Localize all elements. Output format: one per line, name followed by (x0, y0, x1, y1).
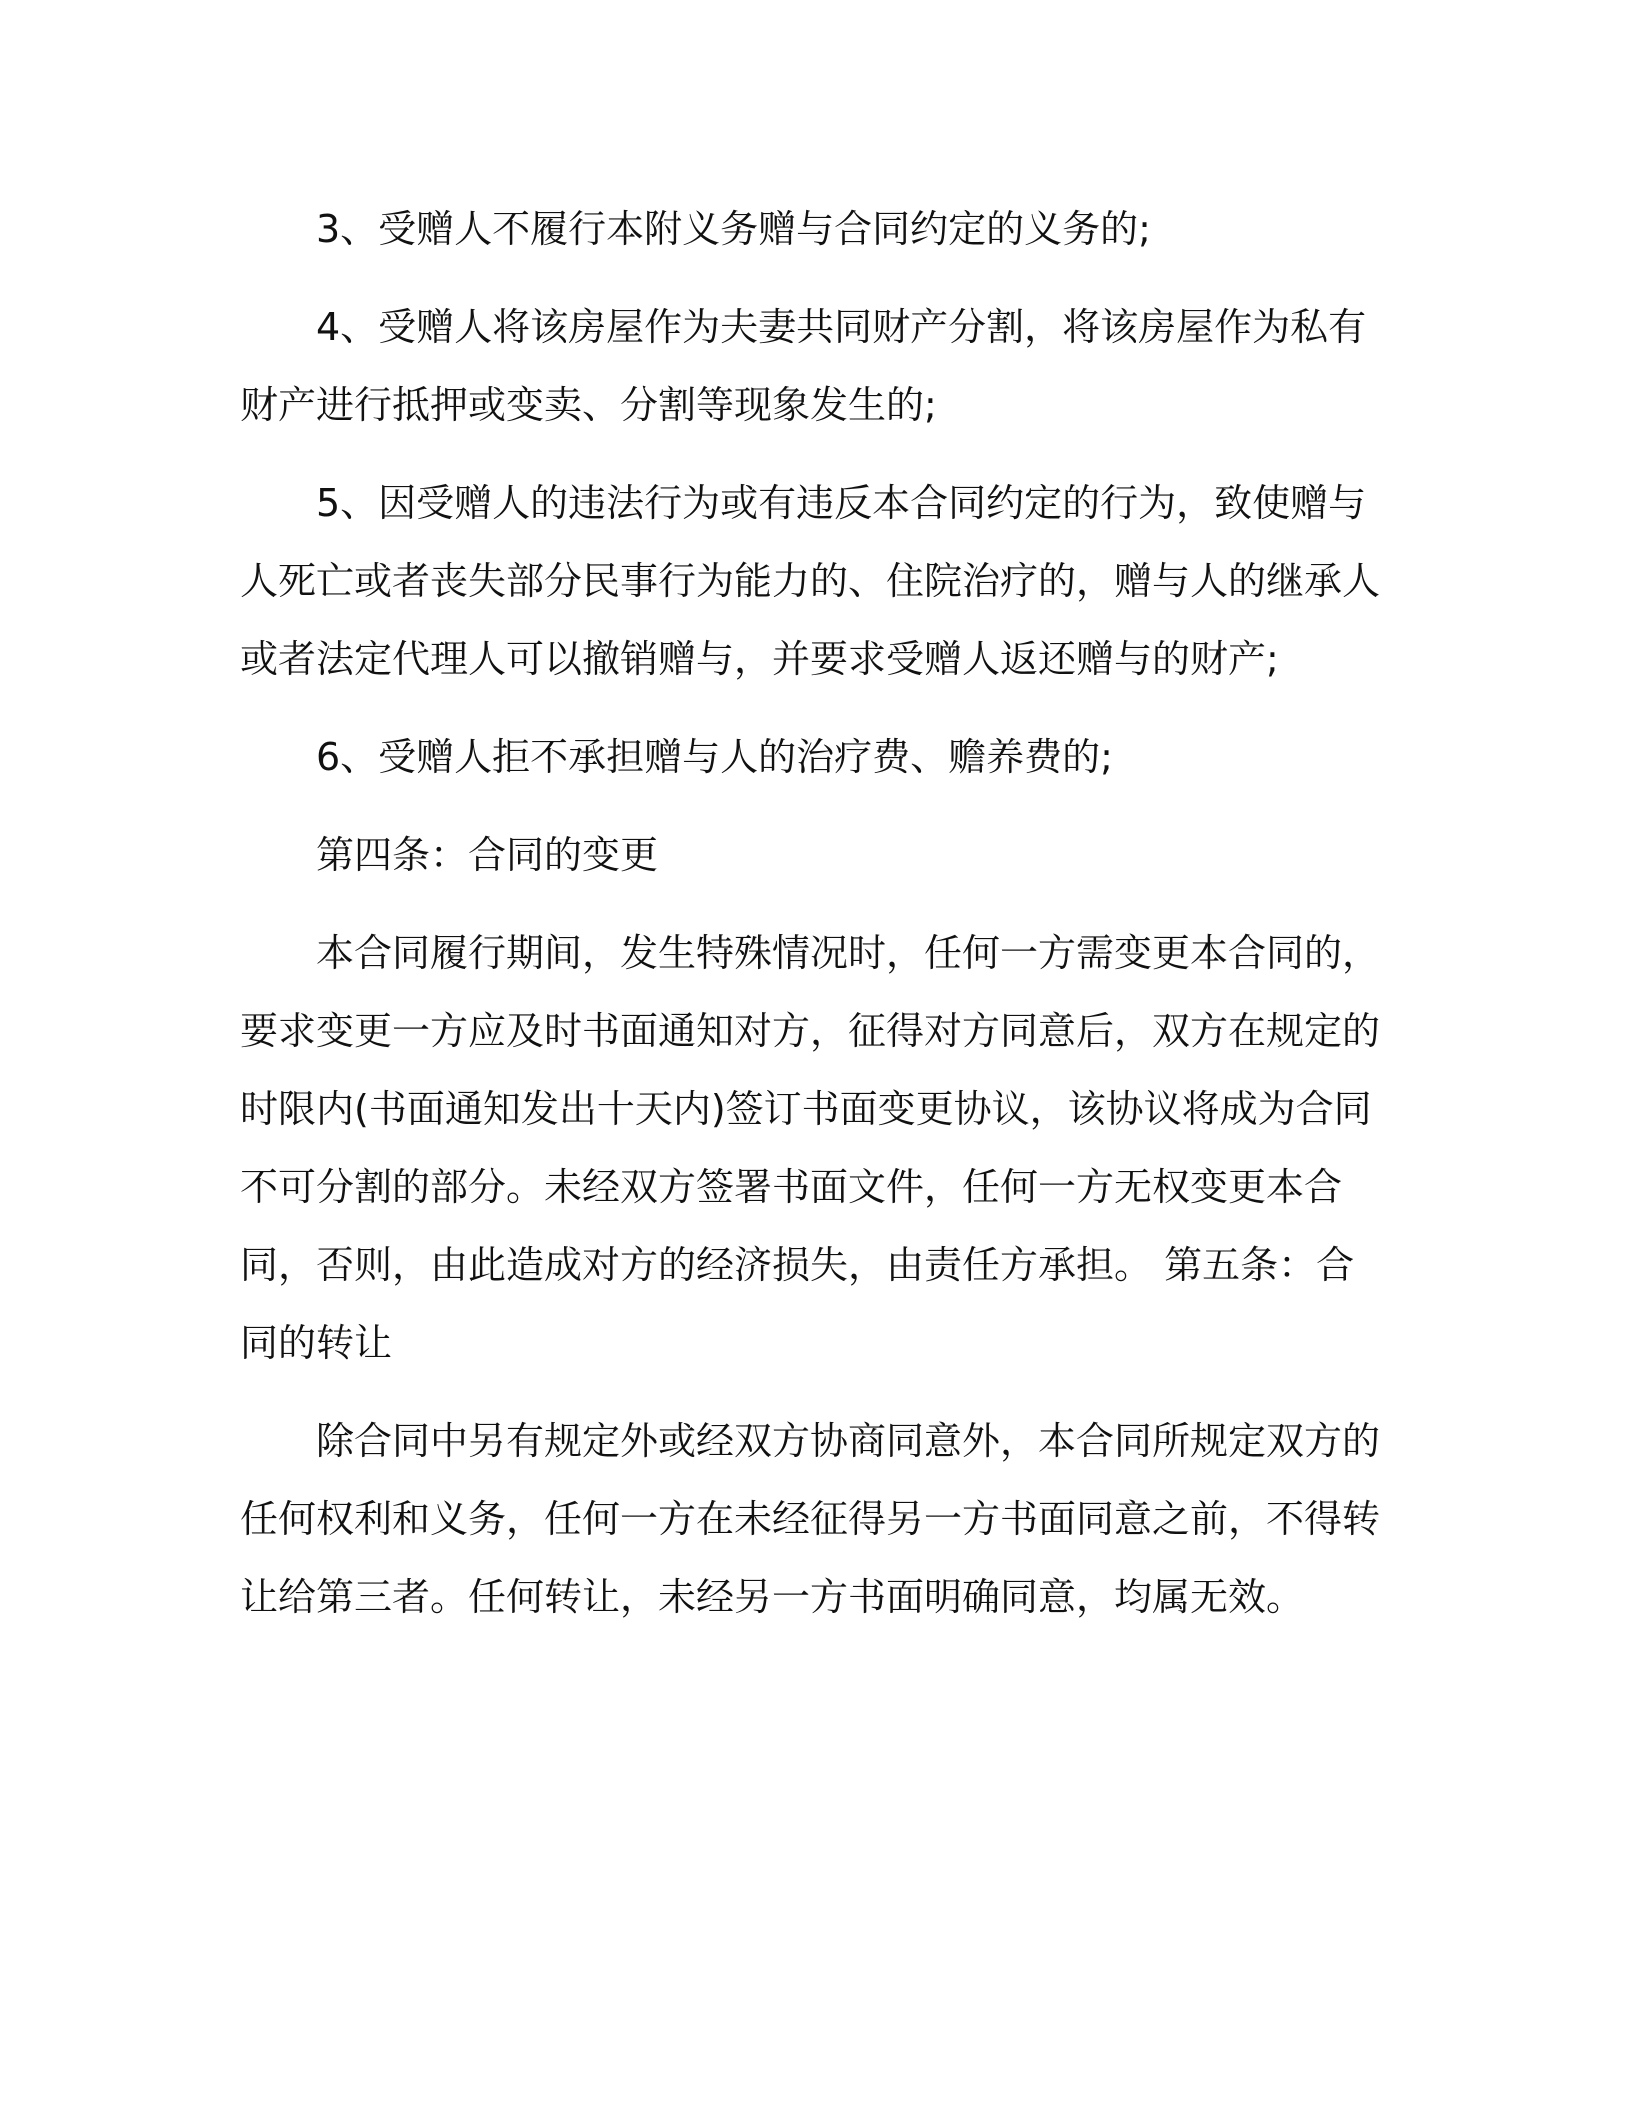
clause-item-4: 4、受赠人将该房屋作为夫妻共同财产分割，将该房屋作为私有财产进行抵押或变卖、分割等现象发生的; (240, 305, 1367, 427)
article-4-heading: 第四条：合同的变更 (316, 833, 659, 877)
clause-item-5: 5、因受赠人的违法行为或有违反本合同约定的行为，致使赠与人死亡或者丧失部分民事行为能力的、住院治疗的，赠与人的继承人或者法定代理人可以撤销赠与，并要求受赠人返还赠与的财产; (240, 481, 1381, 681)
article-4-body: 本合同履行期间，发生特殊情况时，任何一方需变更本合同的，要求变更一方应及时书面通知对方，征得对方同意后，双方在规定的时限内(书面通知发出十天内)签订书面变更协议，该协议将成为合同不可分割的部分。未经双方签署书面文件，任何一方无权变更本合同，否则，由此造成对方的经济损失，由责任方承担。 第五条：合同的转让 (240, 931, 1381, 1365)
clause-item-6: 6、受赠人拒不承担赠与人的治疗费、赡养费的; (316, 735, 1113, 779)
clause-item-3: 3、受赠人不履行本附义务赠与合同约定的义务的; (316, 207, 1151, 251)
article-5-body: 除合同中另有规定外或经双方协商同意外，本合同所规定双方的任何权利和义务，任何一方在未经征得另一方书面同意之前，不得转让给第三者。任何转让，未经另一方书面明确同意，均属无效。 (240, 1419, 1381, 1619)
document-body (240, 190, 1390, 1656)
